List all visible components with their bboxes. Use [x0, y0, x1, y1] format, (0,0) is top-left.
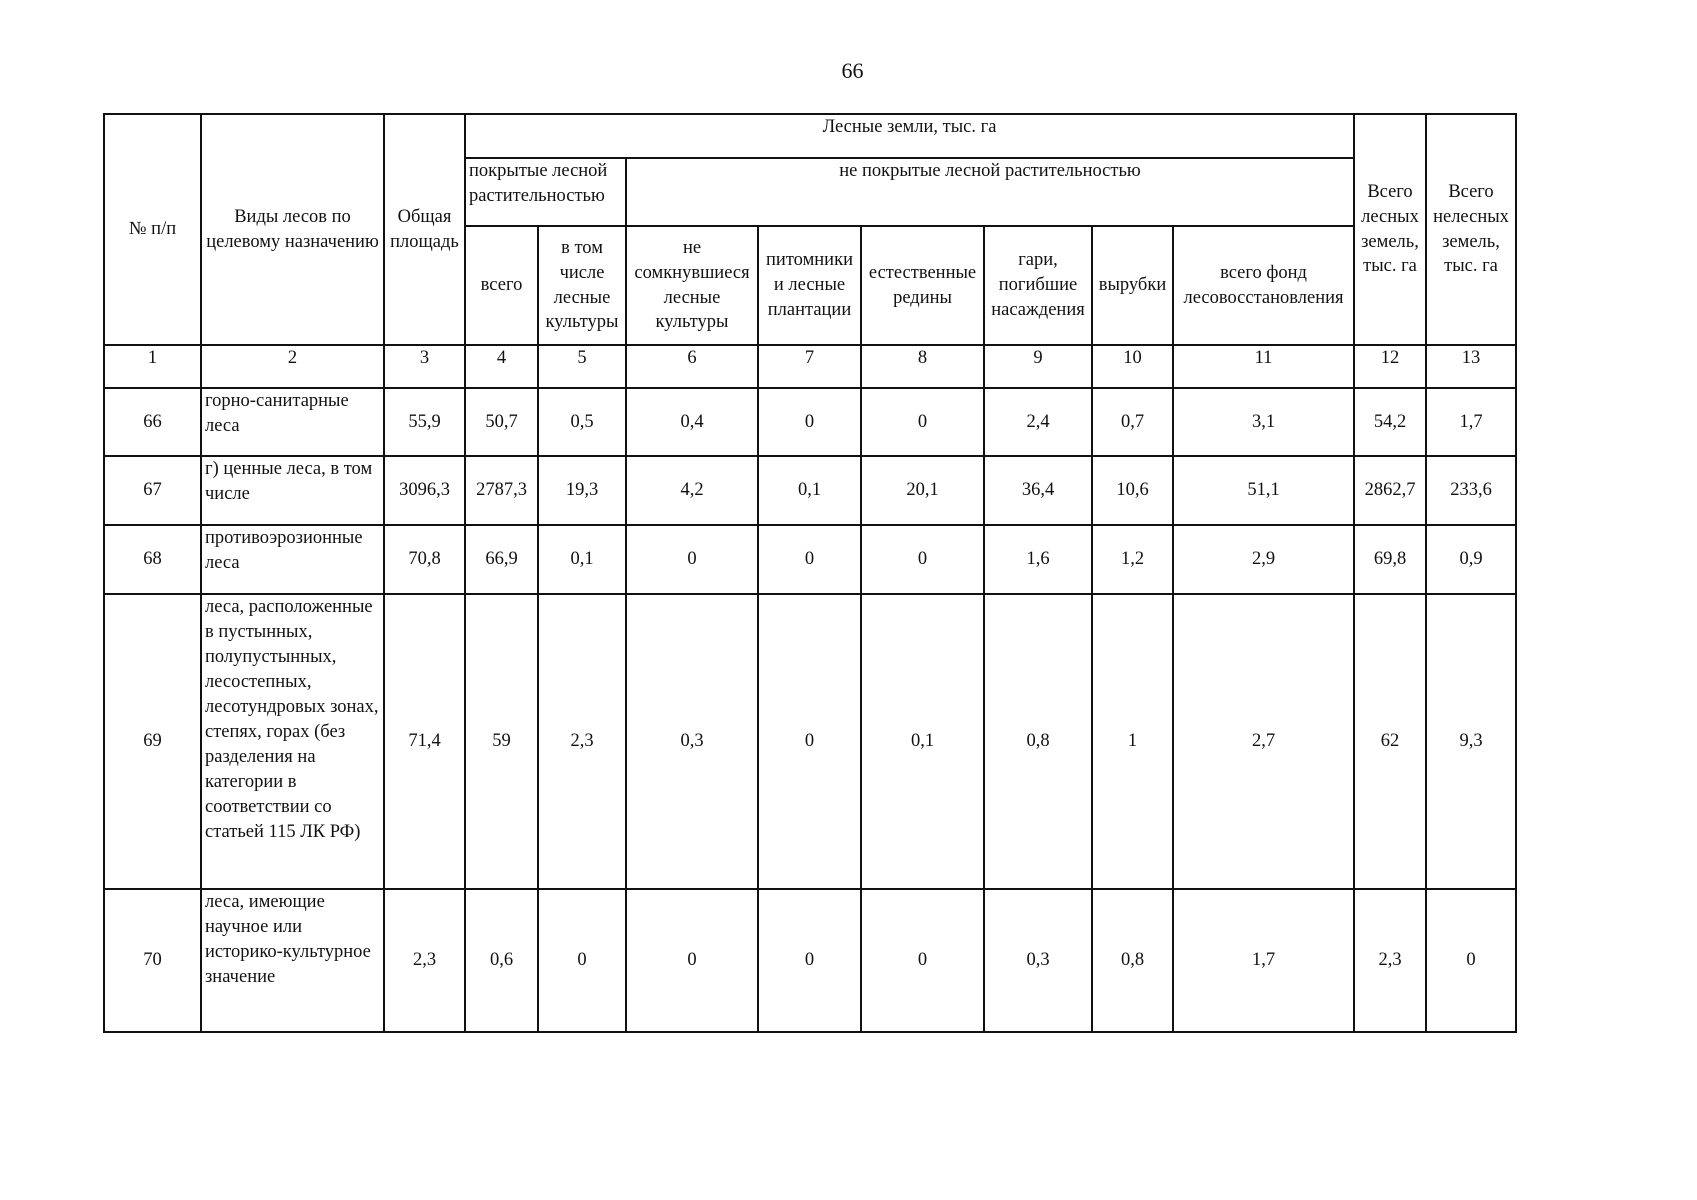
table-row — [104, 594, 1516, 889]
column-number: 11 — [1173, 345, 1354, 388]
cell: 0,3 — [984, 889, 1092, 1032]
cell: 69,8 — [1354, 525, 1426, 594]
column-numbers-row — [104, 345, 1516, 388]
column-number: 10 — [1092, 345, 1173, 388]
cell: 1,6 — [984, 525, 1092, 594]
cell: 2862,7 — [1354, 456, 1426, 525]
cell: 0,1 — [758, 456, 861, 525]
table-row — [104, 456, 1516, 525]
cell: 36,4 — [984, 456, 1092, 525]
cell: 9,3 — [1426, 594, 1516, 889]
header-col-kind: Виды лесов по целевому назначению — [201, 114, 384, 345]
cell: 20,1 — [861, 456, 984, 525]
column-number: 3 — [384, 345, 465, 388]
header-sparse: естественные редины — [861, 226, 984, 345]
cell: 59 — [465, 594, 538, 889]
header-nurseries: питомники и лесные плантации — [758, 226, 861, 345]
column-number: 12 — [1354, 345, 1426, 388]
header-clearings: вырубки — [1092, 226, 1173, 345]
row-number: 70 — [104, 889, 201, 1032]
cell: 0 — [626, 525, 758, 594]
header-unclosed: не сомкнувшиеся лесные культуры — [626, 226, 758, 345]
cell: 0 — [758, 889, 861, 1032]
cell: 0,7 — [1092, 388, 1173, 456]
column-number: 6 — [626, 345, 758, 388]
cell: 0,1 — [861, 594, 984, 889]
cell: 0 — [538, 889, 626, 1032]
cell: 0,8 — [984, 594, 1092, 889]
cell: 10,6 — [1092, 456, 1173, 525]
forest-kind: противоэрозионные леса — [201, 525, 384, 594]
cell: 70,8 — [384, 525, 465, 594]
cell: 2,7 — [1173, 594, 1354, 889]
forest-lands-table — [103, 113, 1517, 1033]
cell: 0,5 — [538, 388, 626, 456]
cell: 1,7 — [1426, 388, 1516, 456]
cell: 2,3 — [538, 594, 626, 889]
cell: 0 — [758, 388, 861, 456]
header-row-1 — [104, 114, 1516, 158]
cell: 62 — [1354, 594, 1426, 889]
cell: 0 — [758, 594, 861, 889]
cell: 2,9 — [1173, 525, 1354, 594]
cell: 0,3 — [626, 594, 758, 889]
cell: 2,3 — [1354, 889, 1426, 1032]
column-number: 7 — [758, 345, 861, 388]
header-total-forest: Всего лесных земель, тыс. га — [1354, 114, 1426, 345]
header-total: всего — [465, 226, 538, 345]
cell: 0,4 — [626, 388, 758, 456]
cell: 233,6 — [1426, 456, 1516, 525]
cell: 0,9 — [1426, 525, 1516, 594]
cell: 54,2 — [1354, 388, 1426, 456]
cell: 0 — [1426, 889, 1516, 1032]
cell: 1,2 — [1092, 525, 1173, 594]
header-reforest-fund: всего фонд лесовосстановления — [1173, 226, 1354, 345]
column-number: 4 — [465, 345, 538, 388]
cell: 2787,3 — [465, 456, 538, 525]
column-number: 13 — [1426, 345, 1516, 388]
cell: 0 — [626, 889, 758, 1032]
header-total-nonforest: Всего нелесных земель, тыс. га — [1426, 114, 1516, 345]
forest-kind: леса, имеющие научное или историко-культурное значение — [201, 889, 384, 1032]
header-col-area: Общая площадь — [384, 114, 465, 345]
table-row — [104, 388, 1516, 456]
cell: 19,3 — [538, 456, 626, 525]
column-number: 2 — [201, 345, 384, 388]
row-number: 69 — [104, 594, 201, 889]
column-number: 5 — [538, 345, 626, 388]
cell: 1,7 — [1173, 889, 1354, 1032]
column-number: 9 — [984, 345, 1092, 388]
cell: 0,8 — [1092, 889, 1173, 1032]
column-number: 8 — [861, 345, 984, 388]
header-burnt: гари, погибшие насаждения — [984, 226, 1092, 345]
cell: 66,9 — [465, 525, 538, 594]
cell: 2,4 — [984, 388, 1092, 456]
cell: 1 — [1092, 594, 1173, 889]
cell: 0,6 — [465, 889, 538, 1032]
header-forest-lands: Лесные земли, тыс. га — [465, 114, 1354, 158]
header-col-num: № п/п — [104, 114, 201, 345]
cell: 0 — [861, 889, 984, 1032]
row-number: 66 — [104, 388, 201, 456]
header-not-covered: не покрытые лесной растительностью — [626, 158, 1354, 226]
forest-kind: г) ценные леса, в том числе — [201, 456, 384, 525]
row-number: 68 — [104, 525, 201, 594]
cell: 3,1 — [1173, 388, 1354, 456]
row-number: 67 — [104, 456, 201, 525]
cell: 0 — [758, 525, 861, 594]
page-number: 66 — [841, 58, 864, 83]
cell: 0,1 — [538, 525, 626, 594]
header-covered: покрытые лесной растительностью — [465, 158, 626, 226]
cell: 50,7 — [465, 388, 538, 456]
cell: 0 — [861, 388, 984, 456]
cell: 3096,3 — [384, 456, 465, 525]
cell: 55,9 — [384, 388, 465, 456]
forest-kind: леса, расположенные в пустынных, полупустынных, лесостепных, лесотундровых зонах, степях, горах (без разделения на категории в соответствии со статьей 115 ЛК РФ) — [201, 594, 384, 889]
cell: 2,3 — [384, 889, 465, 1032]
column-number: 1 — [104, 345, 201, 388]
forest-kind: горно-санитарные леса — [201, 388, 384, 456]
cell: 0 — [861, 525, 984, 594]
header-incl-cultures: в том числе лесные культуры — [538, 226, 626, 345]
cell: 71,4 — [384, 594, 465, 889]
cell: 4,2 — [626, 456, 758, 525]
table-row — [104, 525, 1516, 594]
cell: 51,1 — [1173, 456, 1354, 525]
table-row — [104, 889, 1516, 1032]
